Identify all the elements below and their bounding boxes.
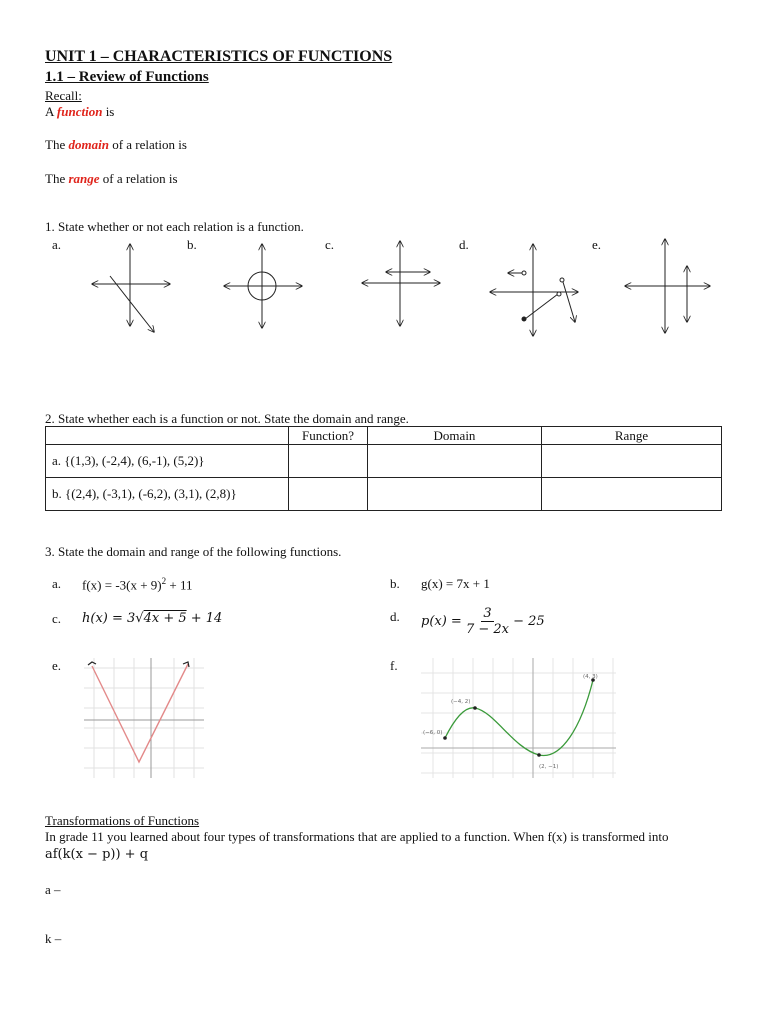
table-header-domain: Domain <box>368 427 542 445</box>
domain-answer-b[interactable] <box>368 478 542 511</box>
q1-graph-b <box>224 244 302 328</box>
section-title: 1.1 – Review of Functions <box>45 69 209 85</box>
q1-label-c: c. <box>325 237 335 252</box>
q1-graph-e <box>625 239 710 333</box>
transformation-item-a: a – <box>45 882 61 897</box>
range-answer-a[interactable] <box>542 445 722 478</box>
recall-label: Recall: <box>45 88 82 103</box>
definition-function: A function is <box>45 104 115 119</box>
q1-label-b: b. <box>187 237 197 252</box>
q1-relation-graphs <box>0 236 768 336</box>
q3d-label: d. <box>390 609 400 624</box>
q1-graph-a <box>92 244 170 332</box>
table-header-range: Range <box>542 427 722 445</box>
q1-label-a: a. <box>52 237 62 252</box>
function-answer-a[interactable] <box>289 445 368 478</box>
table-row <box>46 478 722 511</box>
q3a-expression: $f(x) = -3(x + 9)^2 + 11$ <box>82 576 193 593</box>
q3f-point-label-1: (−6, 0) <box>423 730 443 736</box>
q3c-expression: h(x) = 3√4x + 5 + 14 <box>82 611 223 626</box>
domain-answer-a[interactable] <box>368 445 542 478</box>
definition-range: The range of a relation is <box>45 171 178 186</box>
q2-prompt: 2. State whether each is a function or not. State the domain and range. <box>45 411 409 426</box>
definition-domain: The domain of a relation is <box>45 137 187 152</box>
relation-a: a. {(1,3), (-2,4), (6,-1), (5,2)} <box>46 445 289 478</box>
q3b-label: b. <box>390 576 400 591</box>
function-answer-b[interactable] <box>289 478 368 511</box>
q3d-expression: p(x) = $\frac{3}{7 - 2x}$ − 25 <box>421 606 545 637</box>
q1-graph-d <box>490 244 578 336</box>
transformations-text: In grade 11 you learned about four types of transformations that are applied to a function. When f(x) is transformed into <box>45 829 669 844</box>
q1-label-d: d. <box>459 237 469 252</box>
q3f-point-label-2: (−4, 2) <box>451 699 471 705</box>
q2-table <box>45 426 722 511</box>
q1-prompt: 1. State whether or not each relation is a function. <box>45 219 304 234</box>
table-header-relation <box>46 427 289 445</box>
q1-graph-c <box>362 241 440 326</box>
q3f-point-label-4: (4, 3) <box>583 674 598 680</box>
table-header-row <box>46 427 722 445</box>
transformations-formula: af(k(x − p)) + q <box>45 847 149 862</box>
q3e-label: e. <box>52 658 62 673</box>
q3e-graph <box>84 658 204 778</box>
relation-b: b. {(2,4), (-3,1), (-6,2), (3,1), (2,8)} <box>46 478 289 511</box>
q3f-point-label-3: (2, −1) <box>539 764 559 770</box>
q1-label-e: e. <box>592 237 602 252</box>
q3f-label: f. <box>390 658 398 673</box>
range-answer-b[interactable] <box>542 478 722 511</box>
q3f-graph <box>421 658 616 778</box>
transformations-title: Transformations of Functions <box>45 813 200 828</box>
table-header-function: Function? <box>289 427 368 445</box>
q3-prompt: 3. State the domain and range of the following functions. <box>45 544 342 559</box>
q3c-label: c. <box>52 611 62 626</box>
q3a-label: a. <box>52 576 62 591</box>
q3b-expression: g(x) = 7x + 1 <box>421 576 490 591</box>
unit-title: UNIT 1 – CHARACTERISTICS OF FUNCTIONS <box>45 48 393 65</box>
table-row <box>46 445 722 478</box>
transformation-item-k: k – <box>45 931 62 946</box>
